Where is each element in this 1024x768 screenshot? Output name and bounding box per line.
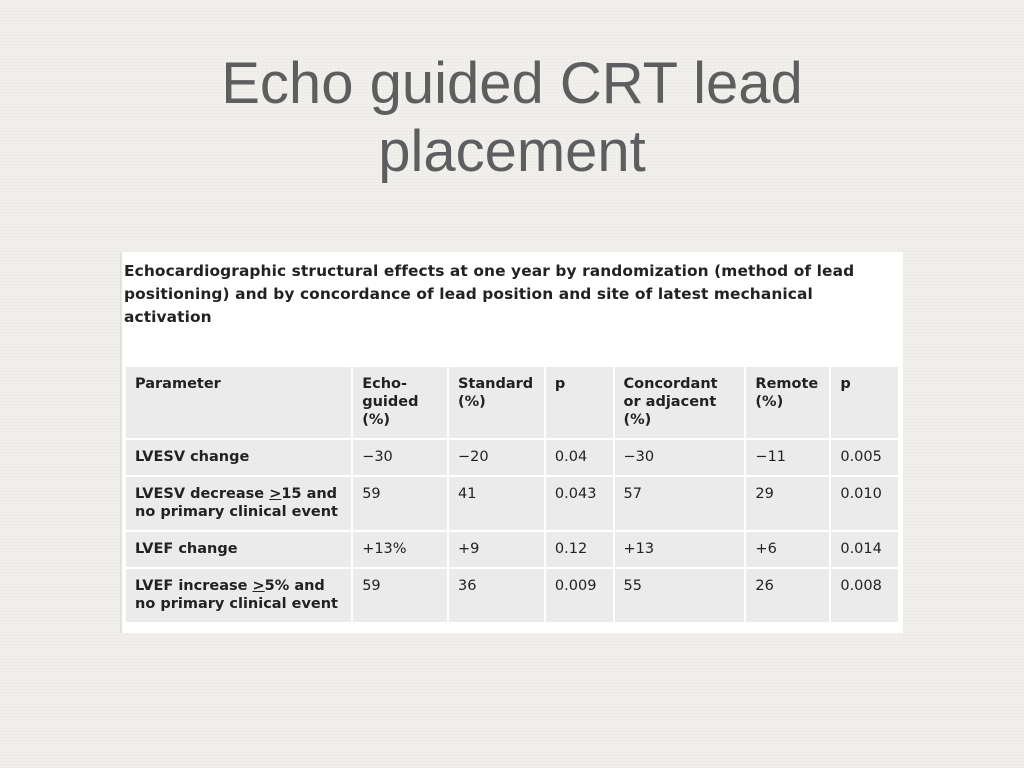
- slide-title: [112, 50, 912, 186]
- cell-remote: 29: [745, 476, 830, 531]
- slide-title-line-1: Echo guided CRT lead: [221, 51, 803, 116]
- cell-p-concordance: 0.014: [830, 531, 899, 568]
- cell-concordant: 55: [614, 568, 746, 623]
- cell-parameter: LVEF change: [125, 531, 352, 568]
- cell-p-randomization: 0.12: [545, 531, 614, 568]
- table-row: [125, 568, 899, 623]
- greater-equal-symbol: >: [252, 578, 265, 594]
- cell-concordant: +13: [614, 531, 746, 568]
- cell-standard: 41: [448, 476, 545, 531]
- cell-concordant: 57: [614, 476, 746, 531]
- parameter-text-pre: LVEF increase: [135, 578, 253, 594]
- results-table: [124, 365, 900, 624]
- cell-p-concordance: 0.008: [830, 568, 899, 623]
- cell-remote: +6: [745, 531, 830, 568]
- parameter-text-post: 5% and no primary clinical event: [135, 578, 338, 612]
- cell-remote: 26: [745, 568, 830, 623]
- header-remote: Remote (%): [745, 366, 830, 439]
- cell-echo-guided: −30: [352, 439, 448, 476]
- cell-echo-guided: 59: [352, 568, 448, 623]
- cell-remote: −11: [745, 439, 830, 476]
- slide-title-line-2: placement: [378, 119, 646, 184]
- parameter-text-pre: LVESV decrease: [135, 486, 270, 502]
- header-p-concordance: p: [830, 366, 899, 439]
- cell-echo-guided: 59: [352, 476, 448, 531]
- table-row: [125, 531, 899, 568]
- cell-p-randomization: 0.04: [545, 439, 614, 476]
- cell-p-randomization: 0.009: [545, 568, 614, 623]
- header-p-randomization: p: [545, 366, 614, 439]
- cell-echo-guided: +13%: [352, 531, 448, 568]
- header-parameter: Parameter: [125, 366, 352, 439]
- cell-parameter: [125, 476, 352, 531]
- table-row: [125, 476, 899, 531]
- cell-concordant: −30: [614, 439, 746, 476]
- cell-standard: −20: [448, 439, 545, 476]
- cell-p-randomization: 0.043: [545, 476, 614, 531]
- cell-standard: 36: [448, 568, 545, 623]
- cell-p-concordance: 0.005: [830, 439, 899, 476]
- cell-parameter: [125, 568, 352, 623]
- table-header-row: [125, 366, 899, 439]
- table-caption: Echocardiographic structural effects at one year by randomization (method of lead positioning) and by concordance of lead position and site of latest mechanical activation: [124, 262, 855, 326]
- table-figure: [120, 252, 903, 633]
- header-echo-guided: Echo-guided (%): [352, 366, 448, 439]
- greater-equal-symbol: >: [269, 486, 282, 502]
- cell-standard: +9: [448, 531, 545, 568]
- table-row: [125, 439, 899, 476]
- header-standard: Standard (%): [448, 366, 545, 439]
- cell-parameter: LVESV change: [125, 439, 352, 476]
- parameter-text-post: 15 and no primary clinical event: [135, 486, 338, 520]
- cell-p-concordance: 0.010: [830, 476, 899, 531]
- header-concordant: Concordant or adjacent (%): [614, 366, 746, 439]
